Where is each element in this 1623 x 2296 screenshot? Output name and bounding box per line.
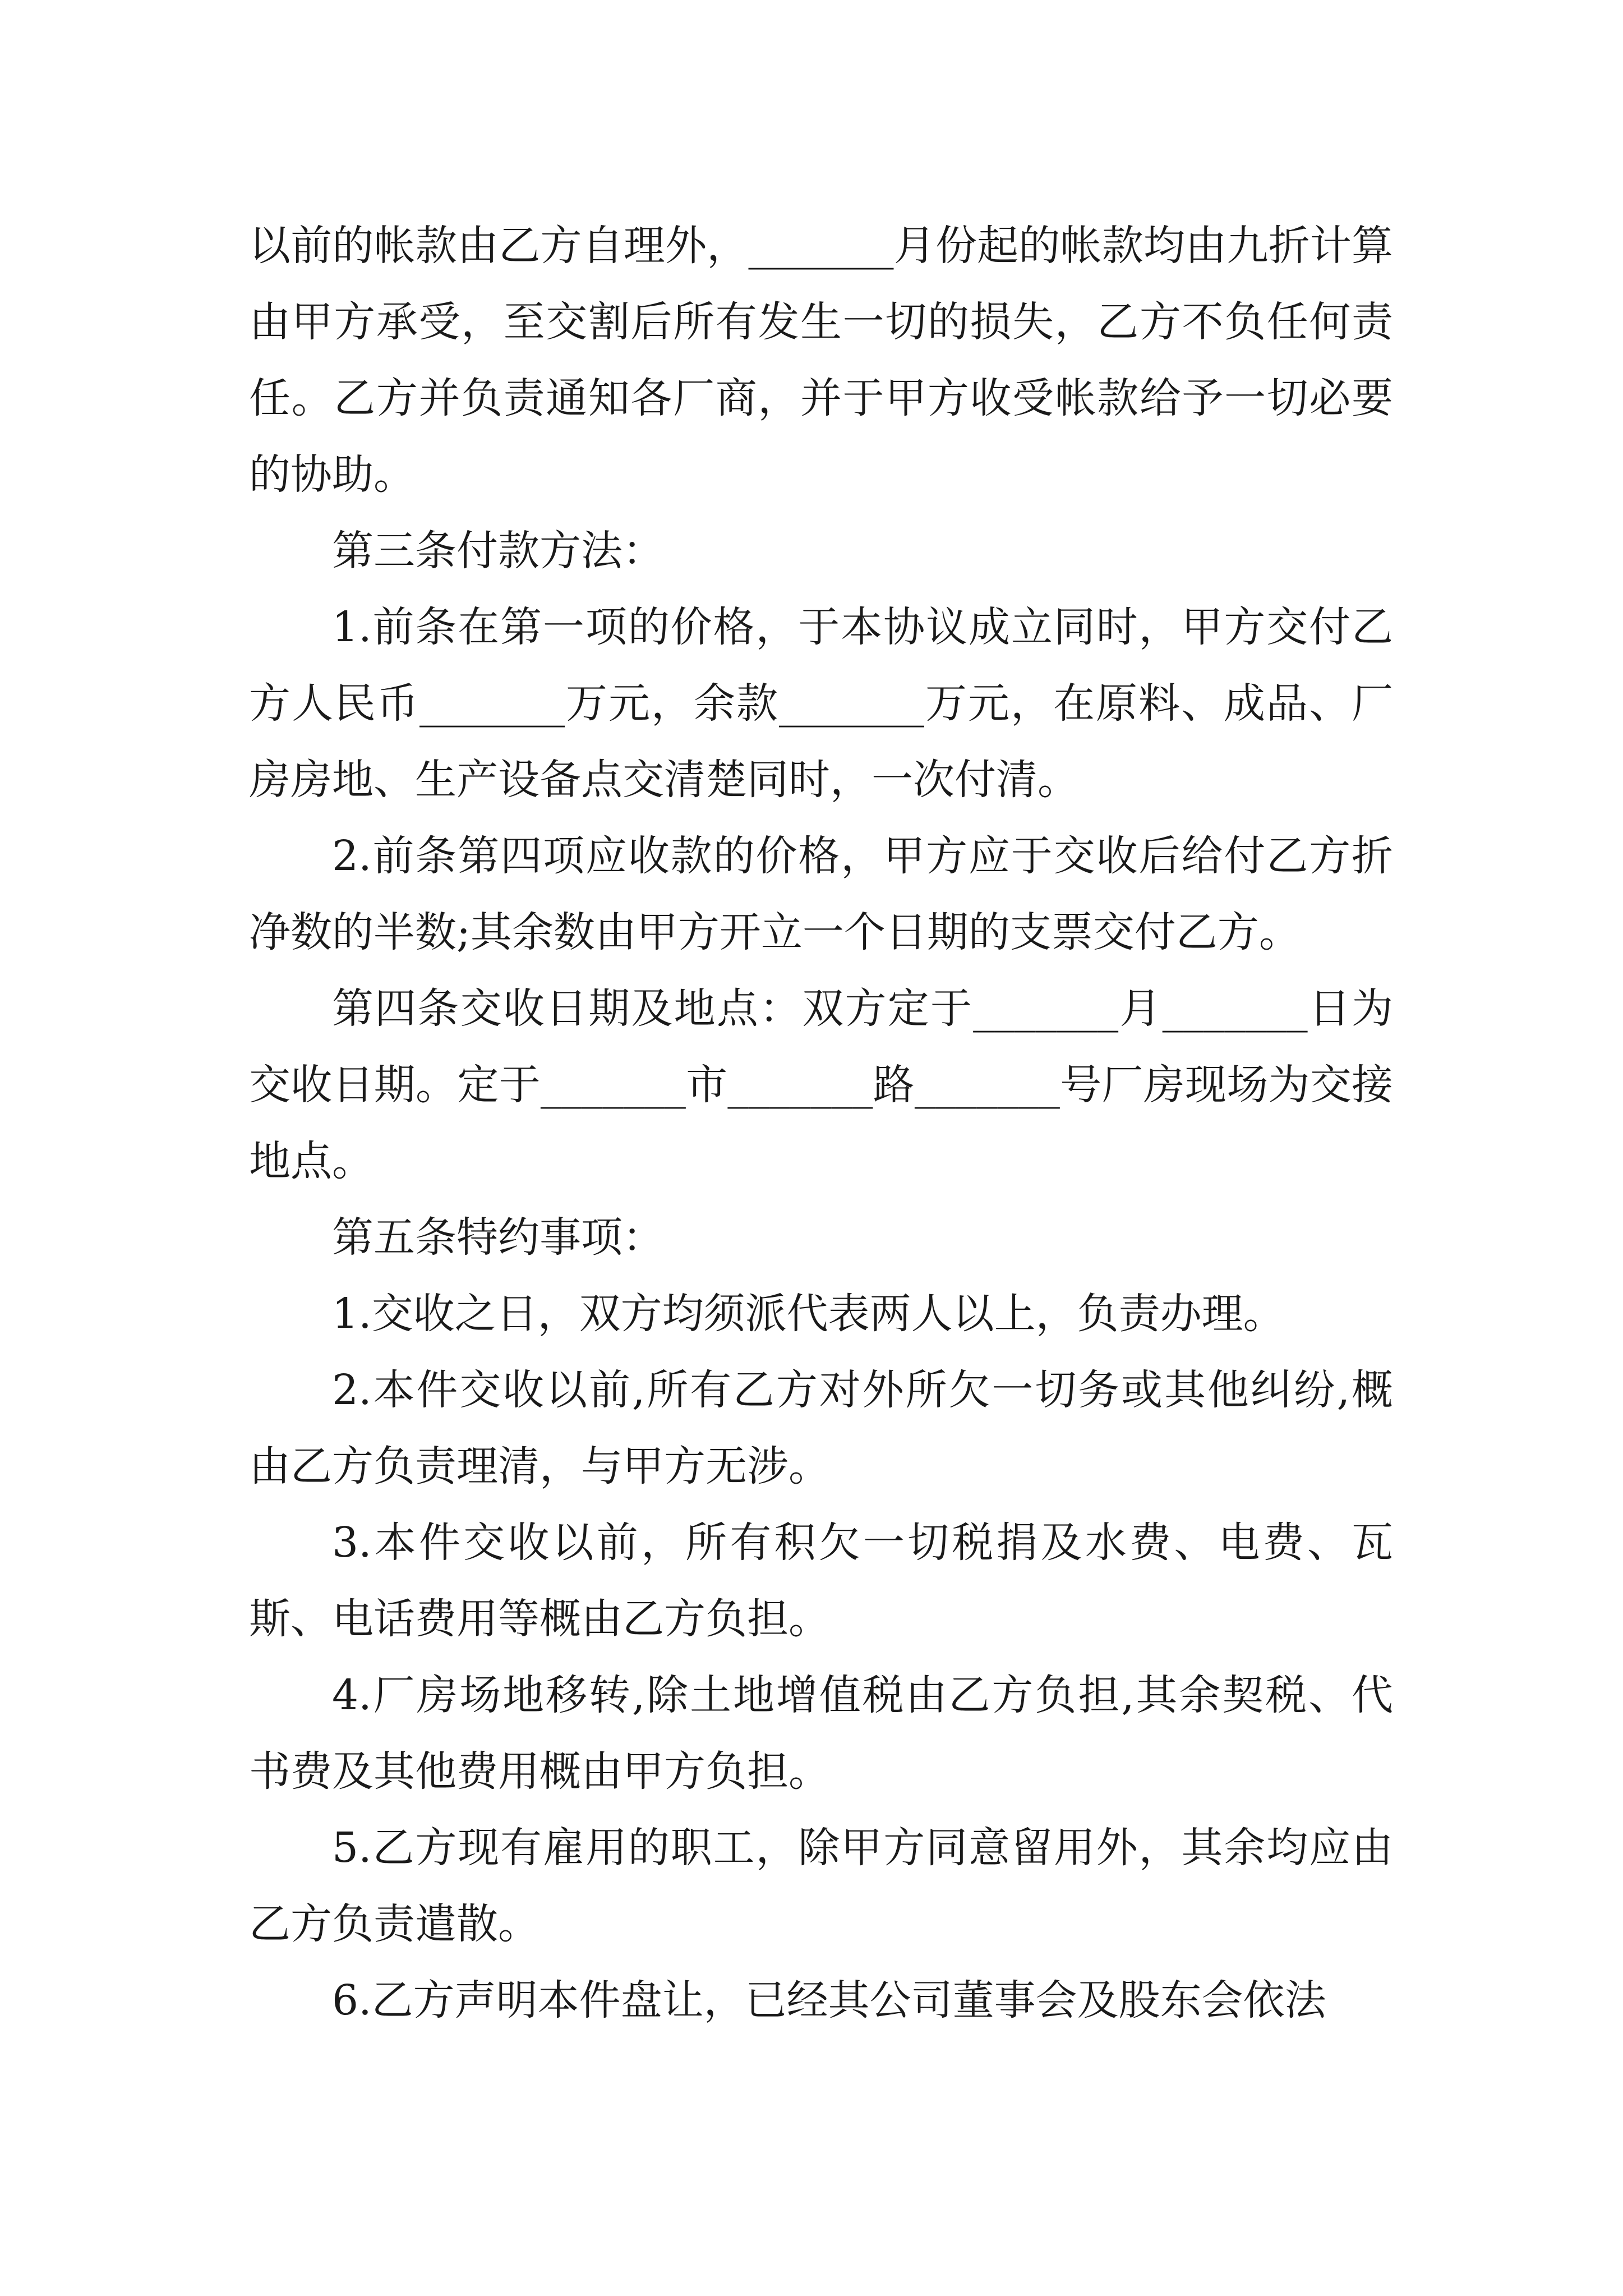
paragraph-2: 第三条付款方法： bbox=[332, 527, 664, 575]
paragraph-12: 6.乙方声明本件盘让，已经其公司董事会及股东会依法 bbox=[332, 1976, 1326, 2024]
paragraph-8: 2.本件交收以前,所有乙方对外所欠一切务或其他纠纷,概由乙方负责理清，与甲方无涉。 bbox=[249, 1366, 1393, 1490]
paragraph-5: 第四条交收日期及地点：双方定于_______月_______日为交收日期。定于_______市_______路_______号厂房现场为交接地点。 bbox=[249, 984, 1393, 1185]
paragraph-6: 第五条特约事项： bbox=[332, 1213, 664, 1262]
paragraph-3: 1.前条在第一项的价格，于本协议成立同时，甲方交付乙方人民币_______万元，余款_______万元，在原料、成品、厂房房地、生产设备点交清楚同时，一次付清。 bbox=[249, 603, 1393, 804]
paragraph-9: 3.本件交收以前，所有积欠一切税捐及水费、电费、瓦斯、电话费用等概由乙方负担。 bbox=[249, 1519, 1393, 1643]
paragraph-11: 5.乙方现有雇用的职工，除甲方同意留用外，其余均应由乙方负责遣散。 bbox=[249, 1824, 1393, 1948]
paragraph-1: 以前的帐款由乙方自理外，_______月份起的帐款均由九折计算由甲方承受，至交割后所有发生一切的损失，乙方不负任何责任。乙方并负责通知各厂商，并于甲方收受帐款给予一切必要的协助。 bbox=[249, 222, 1393, 499]
paragraph-4: 2.前条第四项应收款的价格，甲方应于交收后给付乙方折净数的半数;其余数由甲方开立一个日期的支票交付乙方。 bbox=[249, 832, 1393, 956]
paragraph-7: 1.交收之日，双方均须派代表两人以上，负责办理。 bbox=[332, 1290, 1285, 1338]
paragraph-10: 4.厂房场地移转,除土地增值税由乙方负担,其余契税、代书费及其他费用概由甲方负担。 bbox=[249, 1671, 1393, 1796]
document-body bbox=[249, 208, 1393, 2039]
